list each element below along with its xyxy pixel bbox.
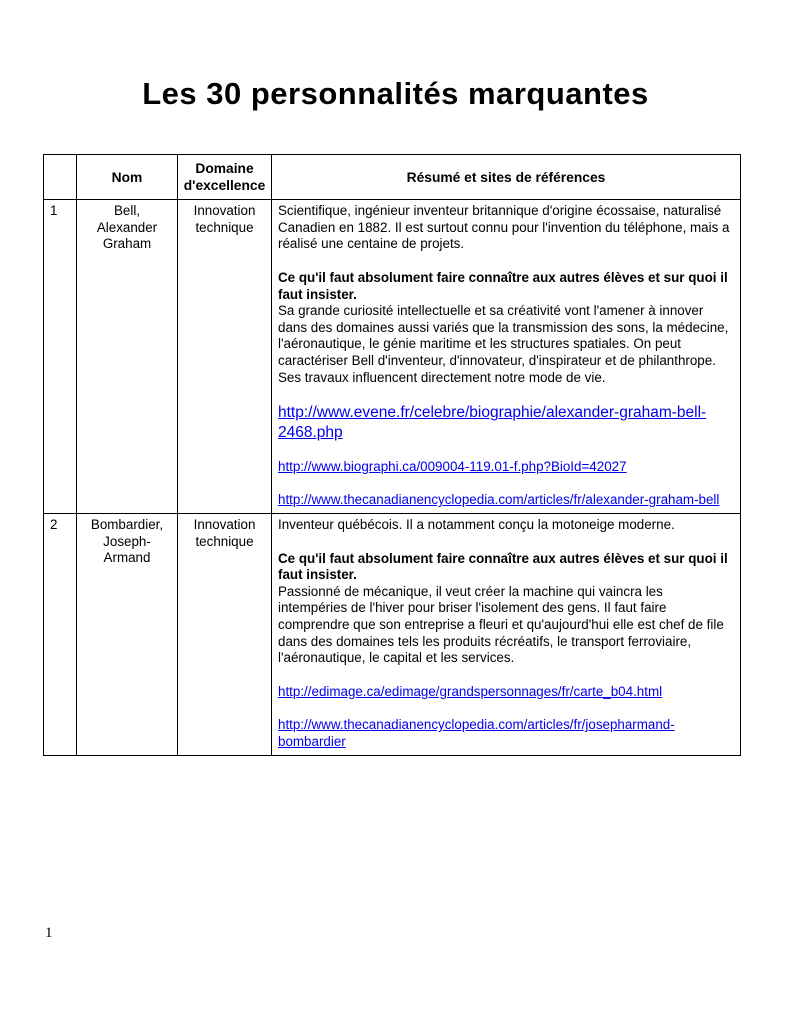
table-header-row xyxy=(44,155,741,200)
table-row xyxy=(44,200,741,514)
resume-body: Sa grande curiosité intellectuelle et sa créativité vont l'amener à innover dans des domaines aussi variés que la transmission des sons, la médecine, l'aéronautique, le génie maritime et les structures spatiales. On peut caractériser Bell d'inventeur, d'innovateur, d'inspirateur et de philanthrope. Ses travaux influencent directement notre mode de vie. xyxy=(278,303,729,385)
resume-cell xyxy=(272,513,741,755)
document-title: Les 30 personnalités marquantes xyxy=(142,76,649,111)
domain-label: Innovation technique xyxy=(178,513,272,755)
reference-link[interactable]: http://www.thecanadianencyclopedia.com/articles/fr/josepharmand-bombardier xyxy=(278,717,675,750)
domain-label: Innovation technique xyxy=(178,200,272,514)
resume-intro: Scientifique, ingénieur inventeur britannique d'origine écossaise, naturalisé Canadien en 1882. Il est surtout connu pour l'invention du téléphone, mais a réalisé une centaine de projets. xyxy=(278,203,730,252)
reference-link[interactable]: http://www.evene.fr/celebre/biographie/alexander-graham-bell-2468.php xyxy=(278,404,707,441)
reference-link[interactable]: http://edimage.ca/edimage/grandspersonnages/fr/carte_b04.html xyxy=(278,683,663,699)
reference-link[interactable]: http://www.thecanadianencyclopedia.com/articles/fr/alexander-graham-bell xyxy=(278,492,720,508)
resume-body: Passionné de mécanique, il veut créer la machine qui vaincra les intempéries de l'hiver pour briser l'isolement des gens. Il faut faire comprendre que son entreprise a fleuri et qu'aujourd'hui elle est chef de file dans des domaines tels les produits récréatifs, le transport ferroviaire, l'aéronautique, le capital et les services. xyxy=(278,583,724,666)
person-name: Bell, Alexander Graham xyxy=(77,200,178,514)
resume-heading: Ce qu'il faut absolument faire connaître aux autres élèves et sur quoi il faut insister. xyxy=(278,550,728,583)
personalities-table xyxy=(43,154,741,756)
row-number: 2 xyxy=(44,513,77,755)
reference-link[interactable]: http://www.biographi.ca/009004-119.01-f.php?BioId=42027 xyxy=(278,458,627,474)
resume-intro: Inventeur québécois. Il a notamment conçu la motoneige moderne. xyxy=(278,516,675,532)
table-row xyxy=(44,513,741,755)
page-number: 1 xyxy=(45,925,53,941)
person-name: Bombardier, Joseph-Armand xyxy=(77,513,178,755)
resume-cell xyxy=(272,200,741,514)
header-name: Nom xyxy=(77,155,178,200)
row-number: 1 xyxy=(44,200,77,514)
header-number xyxy=(44,155,77,200)
header-domain: Domaine d'excellence xyxy=(178,155,272,200)
header-resume: Résumé et sites de références xyxy=(272,155,741,200)
resume-heading: Ce qu'il faut absolument faire connaître aux autres élèves et sur quoi il faut insister. xyxy=(278,270,728,302)
